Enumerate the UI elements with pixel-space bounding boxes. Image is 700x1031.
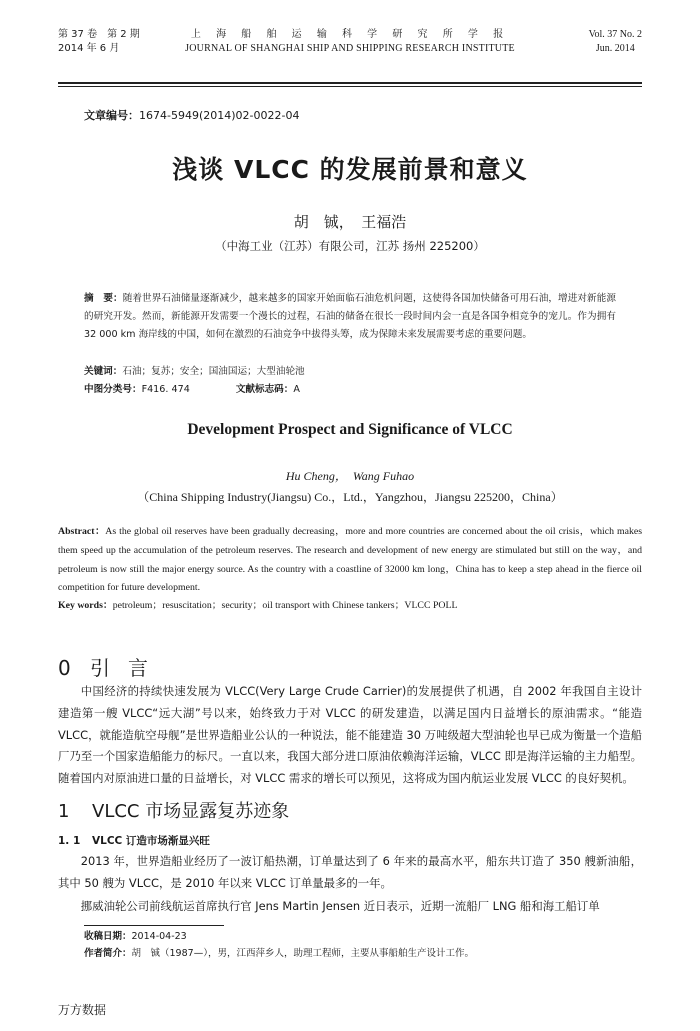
section-0-title: 引言 <box>90 656 166 680</box>
keywords-en <box>58 598 642 614</box>
header-journal-name <box>168 28 532 56</box>
title-en: Development Prospect and Significance of VLCC <box>187 421 513 438</box>
author-bio: 胡 铖（1987—），男，江西萍乡人，助理工程师，主要从事船舶生产设计工作。 <box>131 948 474 959</box>
article-number-label: 文章编号： <box>84 109 139 122</box>
affiliation-cn: （中海工业（江苏）有限公司，江苏 扬州 225200） <box>215 239 485 253</box>
journal-name-cn: 上 海 船 舶 运 输 科 学 研 究 所 学 报 <box>190 29 510 40</box>
abstract-cn <box>84 290 616 344</box>
header-rule-thin <box>58 86 642 87</box>
header-volume-issue <box>58 28 140 56</box>
section-0-paragraph: 中国经济的持续快速发展为 VLCC(Very Large Crude Carrier)的发展提供了机遇，自 2002 年我国自主设计建造第一艘 VLCC“远大湖”号以来，始终致力于对 VLCC 的研发建造，以满足国内日益增长的原油需求。“能造 VLCC，就能造航空母舰”是世界造船业公认的一种说法，能不能建造 30 万吨级超大型油轮也早已成为衡量一个造船厂乃至一个国家造船能力的标尺。一直以来，我国大部分进口原油依赖海洋运输，VLCC 即是海洋运输的主力船型。随着国内对原油进口量的日益增长，对 VLCC 需求的增长可以预见，这将成为国内航运业发展 VLCC 的良好契机。 <box>58 684 642 786</box>
keywords-en-label: Key words： <box>58 600 113 611</box>
header-rule-thick <box>58 82 642 84</box>
section-0-number: 0 <box>58 656 71 680</box>
journal-name-en: JOURNAL OF SHANGHAI SHIP AND SHIPPING RESEARCH INSTITUTE <box>185 43 515 54</box>
section-1-number: 1 <box>58 801 70 822</box>
clc-value: F416. 474 <box>141 384 190 395</box>
header-volume-en <box>589 28 642 56</box>
subsection-1-1-number: 1. 1 <box>58 835 81 847</box>
footnote-rule <box>84 925 224 926</box>
footnote-author <box>84 945 474 959</box>
subsection-1-1-title: VLCC 订造市场渐显兴旺 <box>92 835 210 847</box>
subsection-1-1-heading <box>58 833 210 848</box>
section-1-paragraph-1: 2013 年，世界造船业经历了一波订船热潮，订单量达到了 6 年来的最高水平，船东共订造了 350 艘新油船，其中 50 艘为 VLCC，是 2010 年以来 VLCC 订单量最多的一年。 <box>58 854 642 890</box>
section-1-title: VLCC 市场显露复苏迹象 <box>92 801 290 822</box>
affiliation-en: （China Shipping Industry(Jiangsu) Co.，Ltd.，Yangzhou，Jiangsu 225200，China） <box>137 490 563 504</box>
received-label: 收稿日期： <box>84 931 132 942</box>
header-month: Jun. 2014 <box>595 43 635 54</box>
watermark-wanfang: 万方数据 <box>58 1003 107 1017</box>
abstract-en <box>58 523 642 598</box>
clc-label: 中图分类号： <box>84 384 142 395</box>
article-number <box>84 107 299 123</box>
classification-line <box>84 382 616 398</box>
section-1-paragraph-2: 挪威油轮公司前线航运首席执行官 Jens Martin Jensen 近日表示，近期一流船厂 LNG 船和海工船订单 <box>80 899 600 913</box>
received-date: 2014-04-23 <box>131 931 187 942</box>
abstract-cn-text: 随着世界石油储量逐渐减少，越来越多的国家开始面临石油危机问题，这使得各国加快储备可用石油，增进对新能源的研究开发。然而，新能源开发需要一个漫长的过程，石油的储备在很长一段时间内会一直是各国争相竞争的宠儿。作为拥有 32 000 km 海岸线的中国，如何在激烈的石油竞争中拔得头筹，成为保障未来发展需要考虑的重要问题。 <box>84 293 617 340</box>
keywords-cn-text: 石油；复苏；安全；国油国运；大型油轮池 <box>122 366 305 377</box>
section-1-heading <box>58 797 289 823</box>
keywords-en-text: petroleum；resuscitation；security；oil transport with Chinese tankers；VLCC POLL <box>112 600 458 611</box>
abstract-cn-label: 摘 要： <box>84 293 123 304</box>
abstract-en-label: Abstract： <box>58 526 106 537</box>
doc-code-value: A <box>293 384 300 395</box>
title-cn: 浅谈 VLCC 的发展前景和意义 <box>172 155 528 184</box>
abstract-en-text: As the global oil reserves have been gradually decreasing，more and more countries are concerned about the oil crisis，which makes them speed up the accumulation of the petroleum reserves. The research and development of new energy are stimulated but still on the way，and petroleum is now still the major energy source. As the country with a coastline of 32000 km long，China has to keep a step ahead in the fierce oil competition for future development. <box>58 526 643 594</box>
header-volume: 第 37 卷 第 2 期 <box>58 29 140 40</box>
article-number-value: 1674-5949(2014)02-0022-04 <box>139 109 300 122</box>
footnote-received <box>84 928 187 942</box>
keywords-cn-label: 关键词： <box>84 366 123 377</box>
header-vol-no: Vol. 37 No. 2 <box>588 29 642 40</box>
keywords-cn <box>84 364 616 380</box>
running-header <box>58 28 642 64</box>
authors-en: Hu Cheng， Wang Fuhao <box>285 469 415 483</box>
doc-code-label: 文献标志码： <box>235 384 294 395</box>
author-bio-label: 作者简介： <box>84 948 132 959</box>
authors-cn: 胡 铖， 王福浩 <box>293 213 407 231</box>
header-date: 2014 年 6 月 <box>58 43 120 54</box>
section-0-heading <box>58 652 166 681</box>
